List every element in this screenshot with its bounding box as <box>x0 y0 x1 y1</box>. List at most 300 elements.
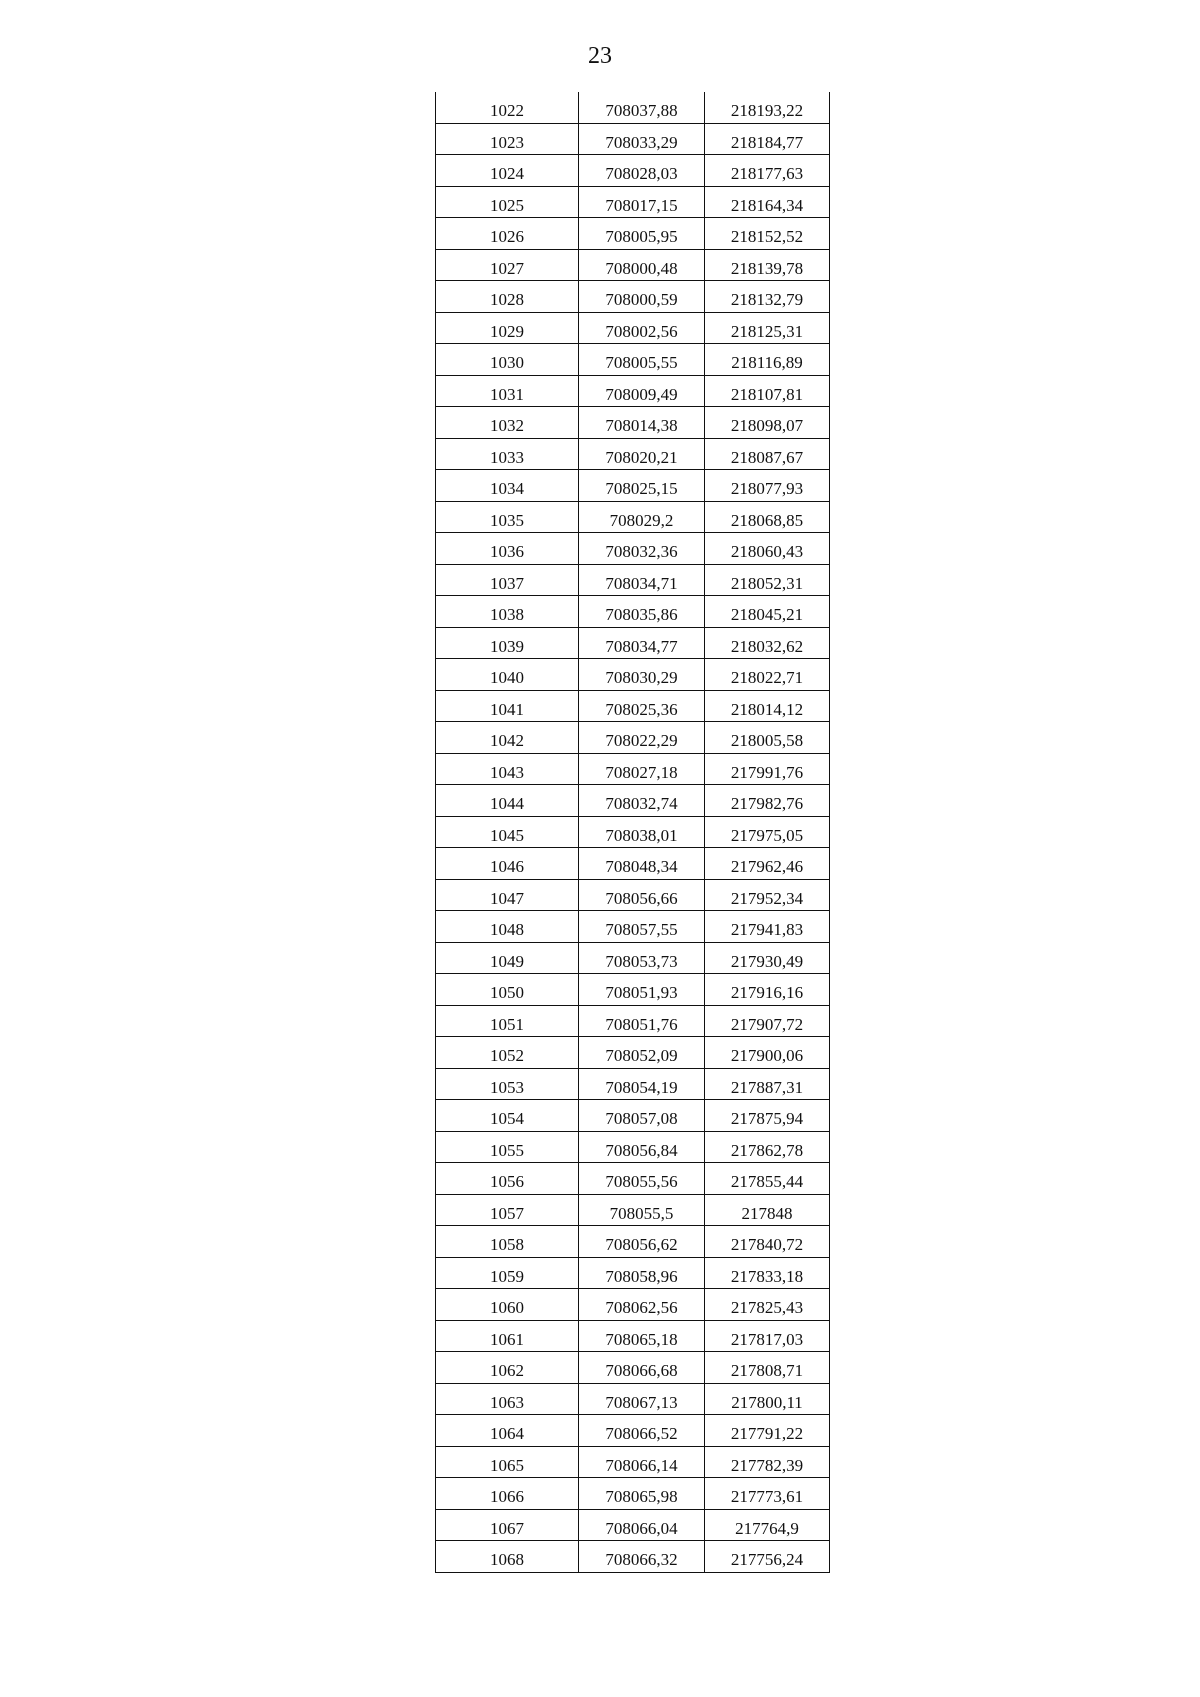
table-row <box>436 1131 830 1163</box>
point-number-cell <box>436 186 579 218</box>
table-row <box>436 186 830 218</box>
table-row <box>436 155 830 187</box>
point-number-cell-text: 1022 <box>490 101 524 121</box>
point-number-cell-text: 1047 <box>490 888 524 908</box>
table-row <box>436 596 830 628</box>
y-coordinate-cell-text: 217900,06 <box>730 1046 804 1066</box>
x-coordinate-cell-text: 708025,36 <box>605 699 678 719</box>
y-coordinate-cell <box>705 596 830 628</box>
y-coordinate-cell-text: 218164,34 <box>730 195 804 215</box>
point-number-cell <box>436 1509 579 1541</box>
y-coordinate-cell <box>705 785 830 817</box>
point-number-cell <box>436 407 579 439</box>
x-coordinate-cell <box>579 92 705 123</box>
table-row <box>436 785 830 817</box>
y-coordinate-cell-text: 218022,71 <box>730 668 804 688</box>
x-coordinate-cell <box>579 1352 705 1384</box>
x-coordinate-cell-text: 708037,88 <box>605 101 678 121</box>
y-coordinate-cell-text: 218045,21 <box>730 605 804 625</box>
table-row <box>436 1257 830 1289</box>
y-coordinate-cell-text: 217975,05 <box>730 825 804 845</box>
table-row <box>436 1320 830 1352</box>
x-coordinate-cell-text: 708056,62 <box>605 1235 678 1255</box>
point-number-cell <box>436 596 579 628</box>
y-coordinate-cell-text: 217756,24 <box>730 1550 804 1570</box>
point-number-cell <box>436 1289 579 1321</box>
x-coordinate-cell <box>579 1131 705 1163</box>
x-coordinate-cell <box>579 1446 705 1478</box>
x-coordinate-cell-text: 708048,34 <box>605 857 678 877</box>
y-coordinate-cell-text: 217800,11 <box>731 1392 803 1412</box>
x-coordinate-cell-text: 708065,18 <box>605 1329 678 1349</box>
point-number-cell-text: 1050 <box>490 983 524 1003</box>
x-coordinate-cell-text: 708067,13 <box>605 1392 678 1412</box>
x-coordinate-cell-text: 708000,59 <box>605 290 678 310</box>
y-coordinate-cell <box>705 1478 830 1510</box>
y-coordinate-cell <box>705 123 830 155</box>
x-coordinate-cell <box>579 1037 705 1069</box>
y-coordinate-cell-text: 218139,78 <box>730 258 804 278</box>
x-coordinate-cell-text: 708062,56 <box>605 1298 678 1318</box>
table-row <box>436 753 830 785</box>
y-coordinate-cell-text: 217930,49 <box>730 951 804 971</box>
point-number-cell-text: 1059 <box>490 1266 524 1286</box>
y-coordinate-cell <box>705 1068 830 1100</box>
point-number-cell <box>436 659 579 691</box>
y-coordinate-cell-text: 218116,89 <box>731 353 803 373</box>
point-number-cell <box>436 92 579 123</box>
x-coordinate-cell-text: 708002,56 <box>605 321 678 341</box>
y-coordinate-cell-text: 217875,94 <box>730 1109 804 1129</box>
x-coordinate-cell-text: 708052,09 <box>605 1046 678 1066</box>
x-coordinate-cell-text: 708066,68 <box>605 1361 678 1381</box>
point-number-cell-text: 1054 <box>490 1109 524 1129</box>
x-coordinate-cell <box>579 218 705 250</box>
x-coordinate-cell <box>579 1478 705 1510</box>
y-coordinate-cell <box>705 564 830 596</box>
table-row <box>436 407 830 439</box>
point-number-cell <box>436 627 579 659</box>
table-row <box>436 123 830 155</box>
x-coordinate-cell-text: 708005,55 <box>605 353 678 373</box>
point-number-cell <box>436 1194 579 1226</box>
x-coordinate-cell-text: 708051,76 <box>605 1014 678 1034</box>
x-coordinate-cell-text: 708035,86 <box>605 605 678 625</box>
table-row <box>436 501 830 533</box>
table-row <box>436 816 830 848</box>
point-number-cell-text: 1036 <box>490 542 524 562</box>
x-coordinate-cell-text: 708056,84 <box>605 1140 678 1160</box>
point-number-cell <box>436 911 579 943</box>
x-coordinate-cell <box>579 249 705 281</box>
y-coordinate-cell-text: 218098,07 <box>730 416 804 436</box>
table-row <box>436 627 830 659</box>
y-coordinate-cell <box>705 1415 830 1447</box>
y-coordinate-cell <box>705 659 830 691</box>
y-coordinate-cell-text: 218184,77 <box>730 132 804 152</box>
x-coordinate-cell-text: 708066,52 <box>605 1424 678 1444</box>
x-coordinate-cell-text: 708027,18 <box>605 762 678 782</box>
point-number-cell <box>436 281 579 313</box>
x-coordinate-cell <box>579 407 705 439</box>
y-coordinate-cell <box>705 879 830 911</box>
y-coordinate-cell-text: 217791,22 <box>730 1424 804 1444</box>
y-coordinate-cell-text: 218068,85 <box>730 510 804 530</box>
table-row <box>436 249 830 281</box>
coordinates-table <box>435 92 830 1573</box>
point-number-cell <box>436 123 579 155</box>
x-coordinate-cell <box>579 1509 705 1541</box>
x-coordinate-cell <box>579 722 705 754</box>
x-coordinate-cell <box>579 848 705 880</box>
y-coordinate-cell-text: 217817,03 <box>730 1329 804 1349</box>
x-coordinate-cell <box>579 1257 705 1289</box>
point-number-cell-text: 1040 <box>490 668 524 688</box>
y-coordinate-cell <box>705 249 830 281</box>
point-number-cell <box>436 564 579 596</box>
y-coordinate-cell-text: 218132,79 <box>730 290 804 310</box>
point-number-cell-text: 1061 <box>490 1329 524 1349</box>
y-coordinate-cell-text: 217982,76 <box>730 794 804 814</box>
table-row <box>436 564 830 596</box>
point-number-cell-text: 1030 <box>490 353 524 373</box>
x-coordinate-cell-text: 708065,98 <box>605 1487 678 1507</box>
y-coordinate-cell-text: 217907,72 <box>730 1014 804 1034</box>
point-number-cell <box>436 942 579 974</box>
y-coordinate-cell <box>705 1352 830 1384</box>
point-number-cell <box>436 1446 579 1478</box>
y-coordinate-cell-text: 217764,9 <box>735 1518 799 1538</box>
x-coordinate-cell <box>579 690 705 722</box>
table-row <box>436 1383 830 1415</box>
y-coordinate-cell-text: 218177,63 <box>730 164 804 184</box>
point-number-cell-text: 1031 <box>490 384 524 404</box>
point-number-cell-text: 1037 <box>490 573 524 593</box>
point-number-cell-text: 1039 <box>490 636 524 656</box>
point-number-cell <box>436 155 579 187</box>
point-number-cell-text: 1052 <box>490 1046 524 1066</box>
point-number-cell <box>436 470 579 502</box>
y-coordinate-cell-text: 217855,44 <box>730 1172 804 1192</box>
point-number-cell-text: 1028 <box>490 290 524 310</box>
y-coordinate-cell-text: 218060,43 <box>730 542 804 562</box>
x-coordinate-cell <box>579 438 705 470</box>
table-row <box>436 659 830 691</box>
table-row <box>436 1352 830 1384</box>
table-row <box>436 1415 830 1447</box>
table-row <box>436 1226 830 1258</box>
y-coordinate-cell-text: 217887,31 <box>730 1077 804 1097</box>
x-coordinate-cell-text: 708055,56 <box>605 1172 678 1192</box>
point-number-cell-text: 1038 <box>490 605 524 625</box>
x-coordinate-cell <box>579 375 705 407</box>
point-number-cell <box>436 249 579 281</box>
table-row <box>436 848 830 880</box>
x-coordinate-cell <box>579 1383 705 1415</box>
y-coordinate-cell <box>705 1100 830 1132</box>
point-number-cell-text: 1058 <box>490 1235 524 1255</box>
y-coordinate-cell-text: 218125,31 <box>730 321 804 341</box>
x-coordinate-cell <box>579 785 705 817</box>
x-coordinate-cell <box>579 659 705 691</box>
y-coordinate-cell <box>705 1383 830 1415</box>
y-coordinate-cell <box>705 470 830 502</box>
table-row <box>436 690 830 722</box>
y-coordinate-cell-text: 217941,83 <box>730 920 804 940</box>
point-number-cell <box>436 1478 579 1510</box>
table-row <box>436 1037 830 1069</box>
y-coordinate-cell <box>705 501 830 533</box>
y-coordinate-cell <box>705 1320 830 1352</box>
point-number-cell-text: 1044 <box>490 794 524 814</box>
y-coordinate-cell-text: 217962,46 <box>730 857 804 877</box>
point-number-cell-text: 1066 <box>490 1487 524 1507</box>
y-coordinate-cell-text: 218077,93 <box>730 479 804 499</box>
point-number-cell-text: 1023 <box>490 132 524 152</box>
point-number-cell-text: 1025 <box>490 195 524 215</box>
x-coordinate-cell <box>579 155 705 187</box>
x-coordinate-cell <box>579 1005 705 1037</box>
point-number-cell-text: 1024 <box>490 164 524 184</box>
coordinates-table-body <box>436 92 830 1572</box>
point-number-cell <box>436 1068 579 1100</box>
y-coordinate-cell <box>705 533 830 565</box>
point-number-cell <box>436 848 579 880</box>
x-coordinate-cell-text: 708029,2 <box>609 510 674 530</box>
x-coordinate-cell <box>579 1289 705 1321</box>
x-coordinate-cell-text: 708051,93 <box>605 983 678 1003</box>
y-coordinate-cell <box>705 92 830 123</box>
y-coordinate-cell-text: 218014,12 <box>730 699 804 719</box>
x-coordinate-cell-text: 708020,21 <box>605 447 678 467</box>
table-row <box>436 375 830 407</box>
y-coordinate-cell-text: 218005,58 <box>730 731 804 751</box>
y-coordinate-cell-text: 218032,62 <box>730 636 804 656</box>
x-coordinate-cell <box>579 501 705 533</box>
point-number-cell-text: 1033 <box>490 447 524 467</box>
x-coordinate-cell-text: 708014,38 <box>605 416 678 436</box>
x-coordinate-cell <box>579 816 705 848</box>
y-coordinate-cell <box>705 1446 830 1478</box>
y-coordinate-cell-text: 217848 <box>741 1203 793 1223</box>
x-coordinate-cell-text: 708017,15 <box>605 195 678 215</box>
point-number-cell <box>436 1257 579 1289</box>
y-coordinate-cell <box>705 218 830 250</box>
y-coordinate-cell <box>705 1257 830 1289</box>
page-number: 23 <box>588 43 612 69</box>
point-number-cell-text: 1048 <box>490 920 524 940</box>
x-coordinate-cell-text: 708038,01 <box>605 825 678 845</box>
point-number-cell-text: 1067 <box>490 1518 524 1538</box>
y-coordinate-cell <box>705 375 830 407</box>
x-coordinate-cell <box>579 533 705 565</box>
x-coordinate-cell-text: 708030,29 <box>605 668 678 688</box>
table-row <box>436 1541 830 1573</box>
y-coordinate-cell <box>705 281 830 313</box>
point-number-cell-text: 1051 <box>490 1014 524 1034</box>
y-coordinate-cell <box>705 1541 830 1573</box>
point-number-cell <box>436 1415 579 1447</box>
y-coordinate-cell <box>705 1037 830 1069</box>
x-coordinate-cell <box>579 186 705 218</box>
table-row <box>436 344 830 376</box>
x-coordinate-cell <box>579 470 705 502</box>
point-number-cell-text: 1041 <box>490 699 524 719</box>
point-number-cell <box>436 501 579 533</box>
point-number-cell <box>436 218 579 250</box>
x-coordinate-cell <box>579 1194 705 1226</box>
table-row <box>436 312 830 344</box>
table-row <box>436 1005 830 1037</box>
point-number-cell-text: 1053 <box>490 1077 524 1097</box>
x-coordinate-cell-text: 708000,48 <box>605 258 678 278</box>
x-coordinate-cell-text: 708009,49 <box>605 384 678 404</box>
x-coordinate-cell <box>579 281 705 313</box>
x-coordinate-cell <box>579 1541 705 1573</box>
x-coordinate-cell-text: 708033,29 <box>605 132 678 152</box>
y-coordinate-cell <box>705 438 830 470</box>
table-row <box>436 879 830 911</box>
y-coordinate-cell-text: 217773,61 <box>730 1487 804 1507</box>
x-coordinate-cell-text: 708066,14 <box>605 1455 678 1475</box>
x-coordinate-cell <box>579 596 705 628</box>
table-row <box>436 722 830 754</box>
point-number-cell <box>436 312 579 344</box>
y-coordinate-cell-text: 218087,67 <box>730 447 804 467</box>
point-number-cell-text: 1046 <box>490 857 524 877</box>
point-number-cell <box>436 1163 579 1195</box>
x-coordinate-cell-text: 708034,77 <box>605 636 678 656</box>
table-row <box>436 974 830 1006</box>
x-coordinate-cell <box>579 1068 705 1100</box>
y-coordinate-cell <box>705 1509 830 1541</box>
y-coordinate-cell <box>705 848 830 880</box>
point-number-cell <box>436 785 579 817</box>
x-coordinate-cell <box>579 1415 705 1447</box>
x-coordinate-cell <box>579 627 705 659</box>
point-number-cell <box>436 1320 579 1352</box>
point-number-cell <box>436 1100 579 1132</box>
table-row <box>436 281 830 313</box>
table-row <box>436 1289 830 1321</box>
y-coordinate-cell-text: 217991,76 <box>730 762 804 782</box>
y-coordinate-cell-text: 217782,39 <box>730 1455 804 1475</box>
table-row <box>436 1446 830 1478</box>
y-coordinate-cell <box>705 344 830 376</box>
point-number-cell-text: 1045 <box>490 825 524 845</box>
y-coordinate-cell <box>705 974 830 1006</box>
table-row <box>436 218 830 250</box>
table-row <box>436 1163 830 1195</box>
table-row <box>436 470 830 502</box>
point-number-cell-text: 1064 <box>490 1424 524 1444</box>
point-number-cell-text: 1062 <box>490 1361 524 1381</box>
x-coordinate-cell-text: 708054,19 <box>605 1077 678 1097</box>
x-coordinate-cell-text: 708034,71 <box>605 573 678 593</box>
point-number-cell-text: 1068 <box>490 1550 524 1570</box>
y-coordinate-cell <box>705 1131 830 1163</box>
x-coordinate-cell <box>579 942 705 974</box>
y-coordinate-cell-text: 217862,78 <box>730 1140 804 1160</box>
x-coordinate-cell-text: 708057,55 <box>605 920 678 940</box>
y-coordinate-cell <box>705 690 830 722</box>
y-coordinate-cell <box>705 627 830 659</box>
x-coordinate-cell <box>579 312 705 344</box>
point-number-cell <box>436 1383 579 1415</box>
table-row <box>436 92 830 123</box>
y-coordinate-cell-text: 218107,81 <box>730 384 804 404</box>
table-row <box>436 942 830 974</box>
point-number-cell-text: 1065 <box>490 1455 524 1475</box>
x-coordinate-cell <box>579 1100 705 1132</box>
point-number-cell-text: 1057 <box>490 1203 524 1223</box>
x-coordinate-cell <box>579 1226 705 1258</box>
y-coordinate-cell <box>705 1226 830 1258</box>
point-number-cell-text: 1043 <box>490 762 524 782</box>
y-coordinate-cell <box>705 186 830 218</box>
x-coordinate-cell-text: 708025,15 <box>605 479 678 499</box>
point-number-cell-text: 1026 <box>490 227 524 247</box>
x-coordinate-cell <box>579 344 705 376</box>
y-coordinate-cell-text: 217833,18 <box>730 1266 804 1286</box>
y-coordinate-cell-text: 217916,16 <box>730 983 804 1003</box>
y-coordinate-cell-text: 217808,71 <box>730 1361 804 1381</box>
point-number-cell <box>436 753 579 785</box>
point-number-cell <box>436 974 579 1006</box>
y-coordinate-cell <box>705 911 830 943</box>
point-number-cell <box>436 1037 579 1069</box>
x-coordinate-cell-text: 708053,73 <box>605 951 678 971</box>
point-number-cell-text: 1027 <box>490 258 524 278</box>
x-coordinate-cell <box>579 564 705 596</box>
table-row <box>436 533 830 565</box>
y-coordinate-cell-text: 217952,34 <box>730 888 804 908</box>
y-coordinate-cell <box>705 722 830 754</box>
point-number-cell-text: 1042 <box>490 731 524 751</box>
y-coordinate-cell-text: 218152,52 <box>730 227 804 247</box>
x-coordinate-cell-text: 708055,5 <box>609 1203 674 1223</box>
x-coordinate-cell-text: 708056,66 <box>605 888 678 908</box>
point-number-cell-text: 1056 <box>490 1172 524 1192</box>
x-coordinate-cell-text: 708022,29 <box>605 731 678 751</box>
x-coordinate-cell <box>579 1163 705 1195</box>
x-coordinate-cell-text: 708032,36 <box>605 542 678 562</box>
x-coordinate-cell-text: 708032,74 <box>605 794 678 814</box>
x-coordinate-cell-text: 708057,08 <box>605 1109 678 1129</box>
y-coordinate-cell <box>705 753 830 785</box>
y-coordinate-cell <box>705 1005 830 1037</box>
table-row <box>436 438 830 470</box>
point-number-cell-text: 1063 <box>490 1392 524 1412</box>
point-number-cell-text: 1032 <box>490 416 524 436</box>
point-number-cell <box>436 1226 579 1258</box>
point-number-cell-text: 1029 <box>490 321 524 341</box>
point-number-cell-text: 1060 <box>490 1298 524 1318</box>
x-coordinate-cell <box>579 753 705 785</box>
x-coordinate-cell-text: 708058,96 <box>605 1266 678 1286</box>
y-coordinate-cell <box>705 312 830 344</box>
x-coordinate-cell <box>579 123 705 155</box>
y-coordinate-cell-text: 218052,31 <box>730 573 804 593</box>
x-coordinate-cell-text: 708028,03 <box>605 164 678 184</box>
y-coordinate-cell <box>705 1194 830 1226</box>
point-number-cell <box>436 533 579 565</box>
x-coordinate-cell-text: 708066,04 <box>605 1518 678 1538</box>
y-coordinate-cell <box>705 1163 830 1195</box>
x-coordinate-cell-text: 708066,32 <box>605 1550 678 1570</box>
point-number-cell <box>436 722 579 754</box>
point-number-cell <box>436 438 579 470</box>
